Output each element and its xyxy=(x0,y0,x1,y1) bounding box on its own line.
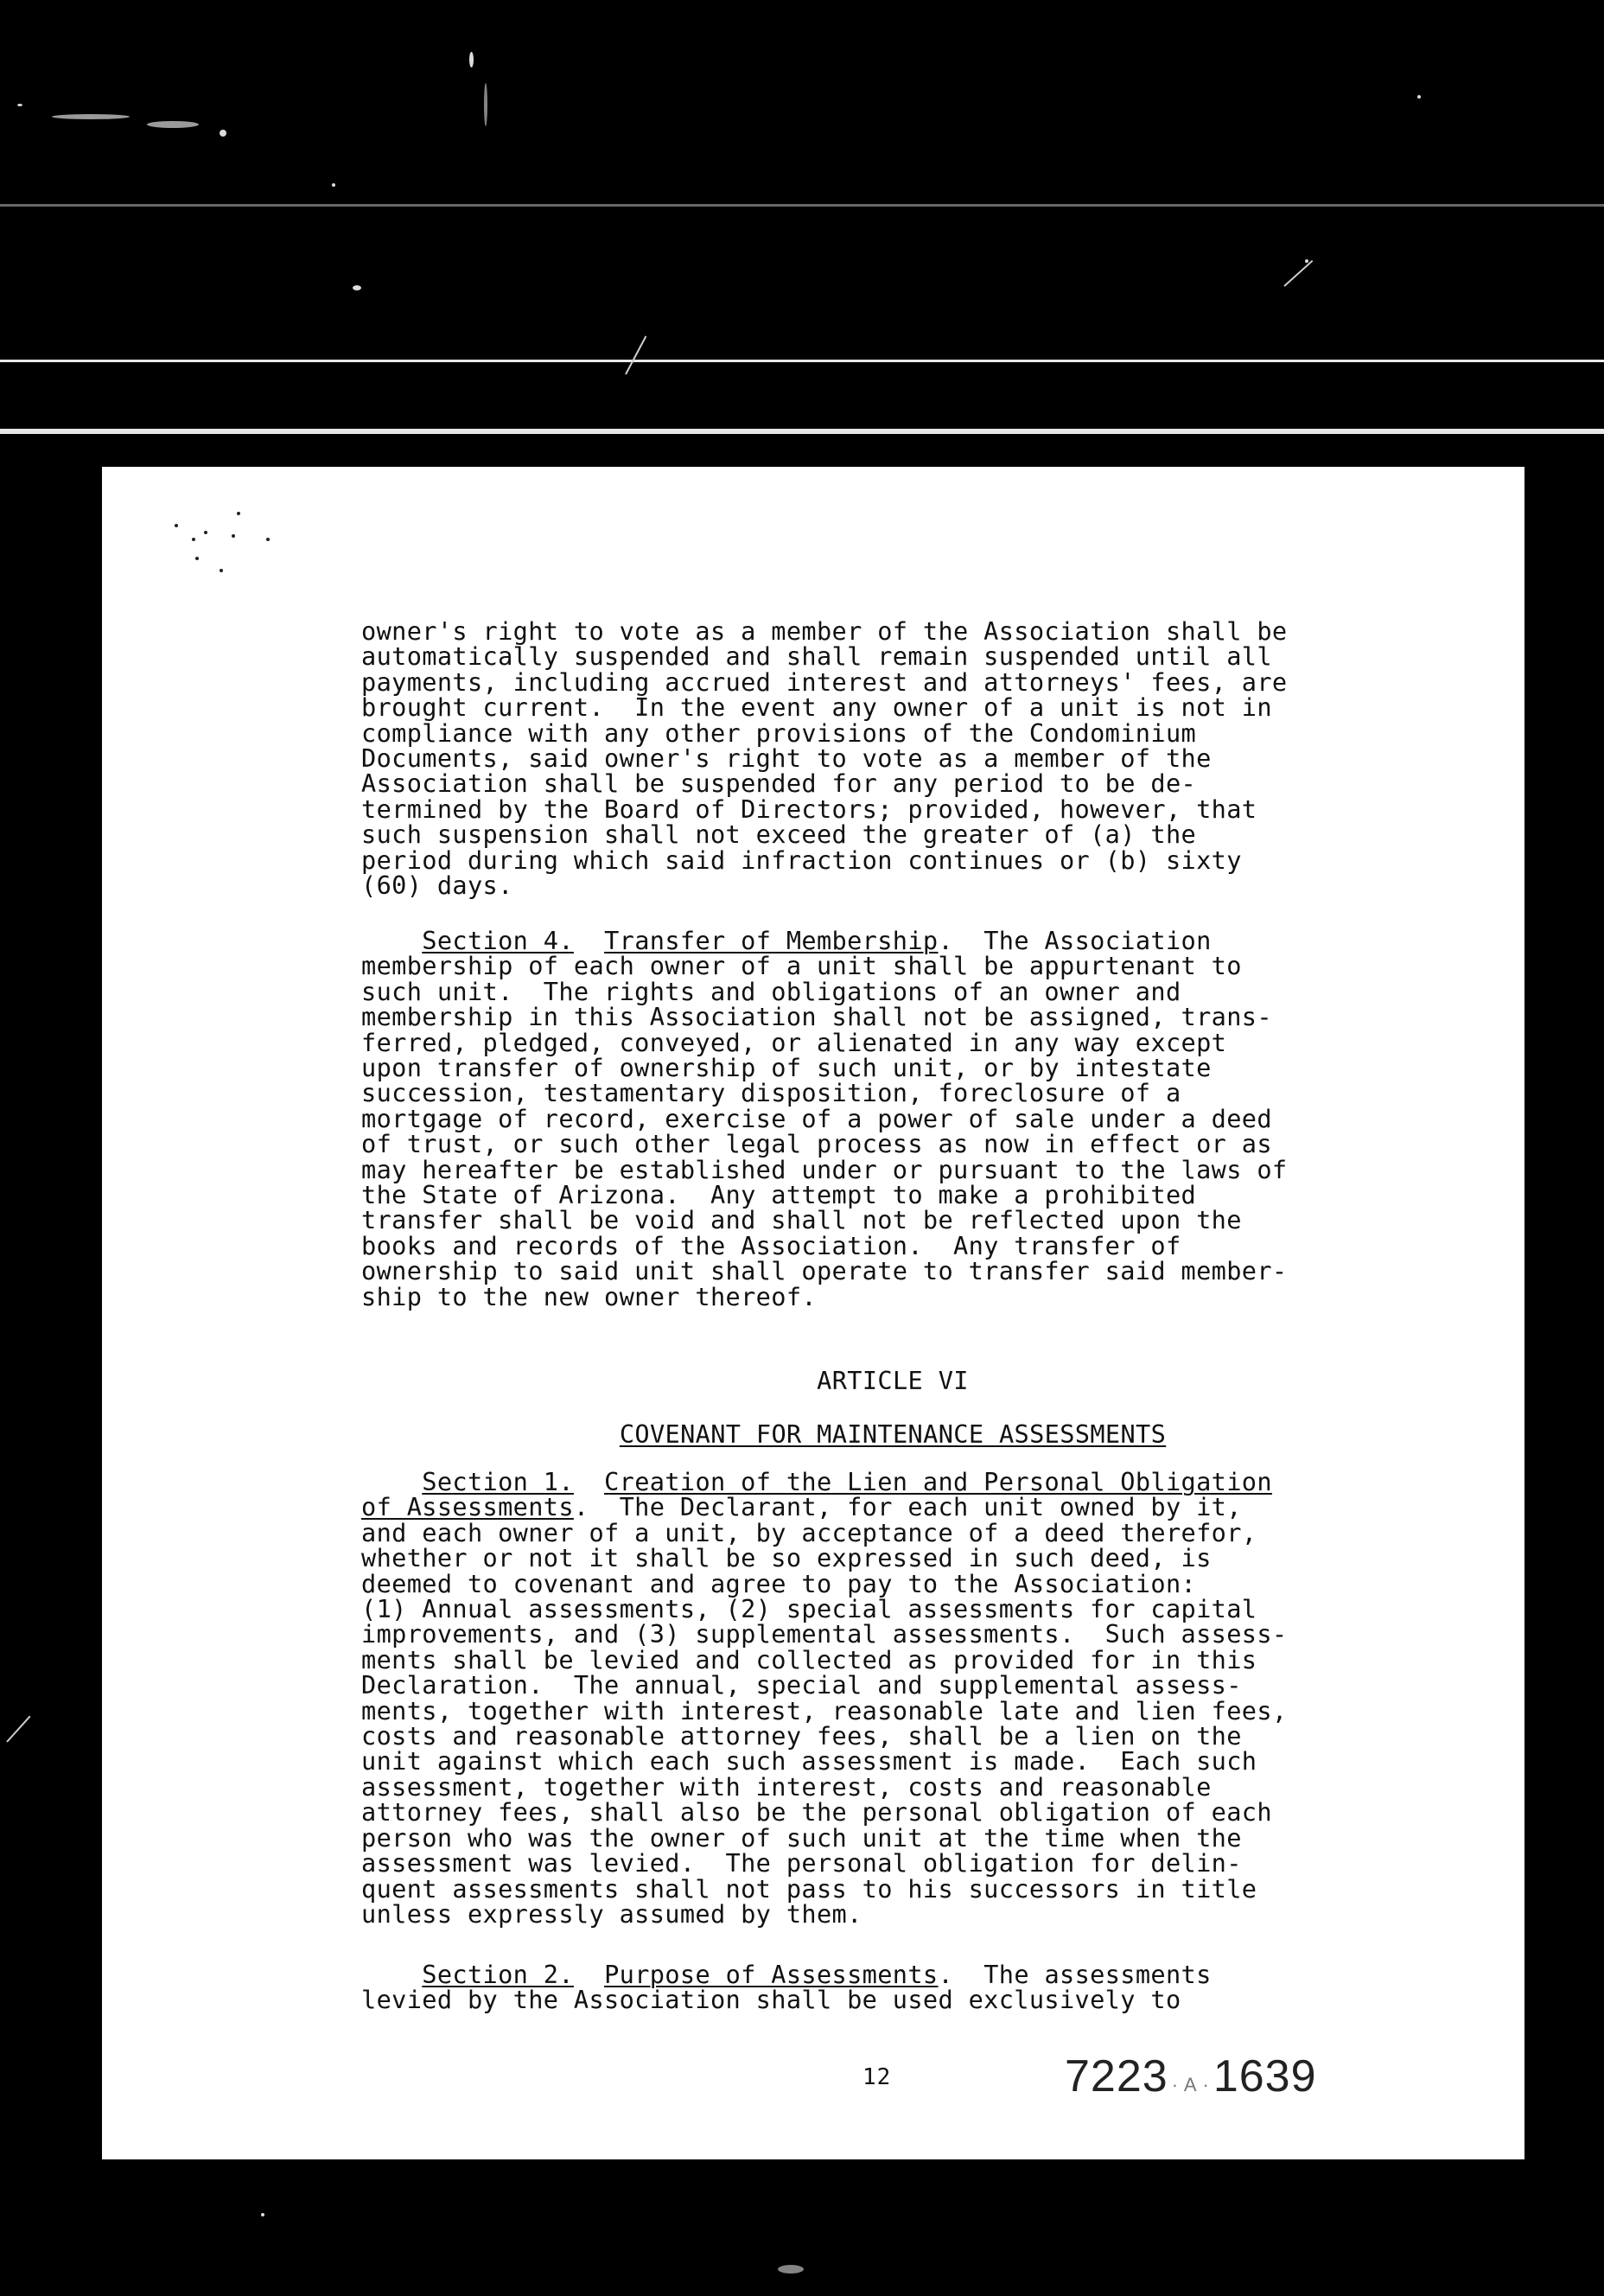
section-4-title: Transfer of Membership xyxy=(604,926,939,955)
section-2-purpose-of-assessments: Section 2. Purpose of Assessments. The assessments levied by the Association shall be used exclusively to xyxy=(361,1960,1212,2015)
scan-header-band xyxy=(0,0,1604,467)
article-subheading: COVENANT FOR MAINTENANCE ASSESSMENTS xyxy=(619,1419,1167,1449)
scan-line-mid xyxy=(0,360,1604,362)
article-heading: ARTICLE VI xyxy=(817,1366,969,1395)
scan-line-lower xyxy=(0,429,1604,434)
section-1-creation-of-lien: Section 1. Creation of the Lien and Personal Obligation of Assessments. The Declarant, for each unit owned by it, and each owner of a unit, by acceptance of a deed therefor, whether or not it shall be so expressed in such deed, is deemed to covenant and agree to pay to the Association: (1) Annual assessments, (2) special assessments for capital improvements, and (3) supplemental assessments. Such assess- ments shall be levied and collected as provided for in this Declaration. The annual, special and supplemental assess- ments, together with interest, reasonable late and lien fees, costs and reasonable attorney fees, shall be a lien on the unit against which each such assessment is made. Each such assessment, together with interest, costs and reasonable attorney fees, shall also be the personal obligation of each person who was the owner of such unit at the time when the assessment was levied. The personal obligation for delin- quent assessments shall not pass to his successors in title unless expressly assumed by them. xyxy=(361,1467,1288,1929)
article-subheading-wrap xyxy=(361,1419,1424,1449)
section-4-label: Section 4. xyxy=(422,926,574,955)
section-2-label: Section 2. xyxy=(422,1960,574,1989)
scan-line-top xyxy=(0,204,1604,207)
record-number: 7223 xyxy=(1065,2051,1168,2101)
paragraph-voting-suspension: owner's right to vote as a member of the Association shall be automatically suspended and shall remain suspended until all payments, including accrued interest and attorneys' fees, are brought current. In the event any owner of a unit is not in compliance with any other provisions of the Condominium Documents, said owner's right to vote as a member of the Association shall be suspended for any period to be de- termined by the Board of Directors; provided, however, that such suspension shall not exceed the greater of (a) the period during which said infraction continues or (b) sixty (60) days. xyxy=(361,616,1288,901)
section-2-title: Purpose of Assessments xyxy=(604,1960,939,1989)
section-1-title-cont: of Assessments xyxy=(361,1492,574,1522)
record-suffix: 1639 xyxy=(1213,2051,1317,2101)
section-1-title: Creation of the Lien and Personal Obligation xyxy=(604,1467,1272,1496)
section-1-label: Section 1. xyxy=(422,1467,574,1496)
recording-stamp: 7223 · A ·1639 xyxy=(1065,2051,1317,2101)
section-4-transfer-of-membership: Section 4. Transfer of Membership. The Association membership of each owner of a unit shall be appurtenant to such unit. The rights and obligations of an owner and membership in this Association shall not be assigned, trans- ferred, pledged, conveyed, or alienated in any way except upon transfer of ownership of such unit, or by intestate succession, testamentary disposition, foreclosure of a mortgage of record, exercise of a power of sale under a deed of trust, or such other legal process as now in effect or as may hereafter be established under or pursuant to the laws of the State of Arizona. Any attempt to make a prohibited transfer shall be void and shall not be reflected upon the books and records of the Association. Any transfer of ownership to said unit shall operate to transfer said member- ship to the new owner thereof. xyxy=(361,926,1288,1311)
page-number: 12 xyxy=(862,2064,892,2090)
